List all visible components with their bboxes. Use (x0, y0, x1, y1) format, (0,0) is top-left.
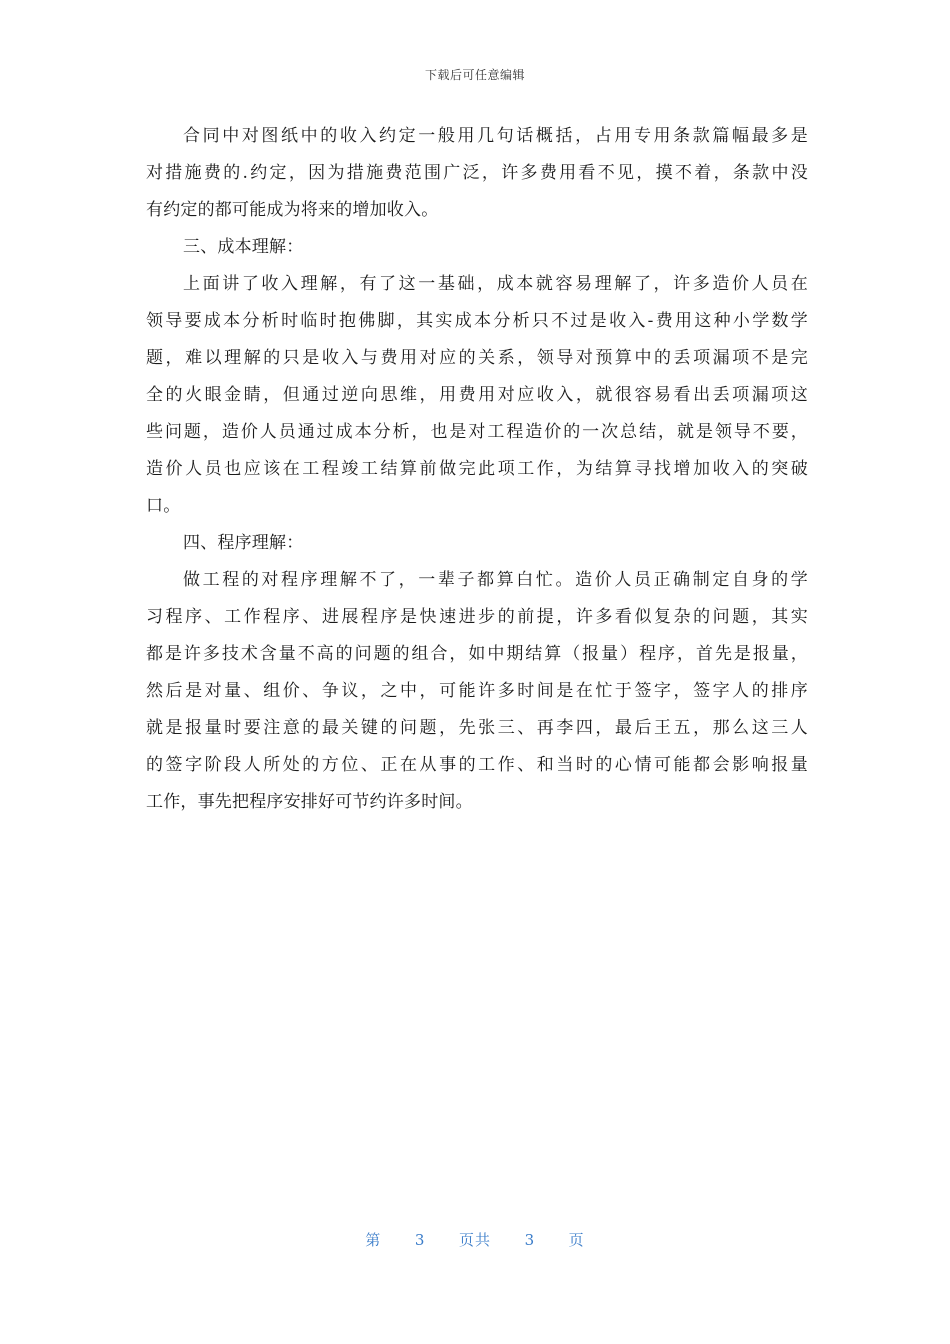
text-line: 题，难以理解的只是收入与费用对应的关系，领导对预算中的丢项漏项不是完 (146, 348, 808, 368)
text-line: 的签字阶段人所处的方位、正在从事的工作、和当时的心情可能都会影响报量 (146, 755, 808, 775)
text-line: 口。 (146, 496, 181, 516)
text-line: 领导要成本分析时临时抱佛脚，其实成本分析只不过是收入-费用这种小学数学 (146, 311, 808, 331)
total-page-number: 3 (524, 1231, 536, 1249)
document-body (146, 118, 808, 821)
page-footer (0, 1229, 950, 1250)
text-line: 有约定的都可能成为将来的增加收入。 (146, 200, 439, 220)
text-line: 合同中对图纸中的收入约定一般用几句话概括，占用专用条款篇幅最多是 (183, 126, 808, 146)
page-suffix: 页 (568, 1231, 585, 1249)
text-line: 都是许多技术含量不高的问题的组合，如中期结算（报量）程序，首先是报量， (146, 644, 808, 664)
text-line: 造价人员也应该在工程竣工结算前做完此项工作，为结算寻找增加收入的突破 (146, 459, 808, 479)
of-label: 页共 (458, 1231, 491, 1249)
text-line: 就是报量时要注意的最关键的问题，先张三、再李四，最后王五，那么这三人 (146, 718, 808, 738)
page-header: 下载后可任意编辑 (424, 68, 525, 82)
text-line: 对措施费的.约定，因为措施费范围广泛，许多费用看不见，摸不着，条款中没 (146, 163, 808, 183)
text-line: 工作，事先把程序安排好可节约许多时间。 (146, 792, 473, 812)
text-line: 习程序、工作程序、进展程序是快速进步的前提，许多看似复杂的问题，其实 (146, 607, 808, 627)
current-page-number: 3 (414, 1231, 426, 1249)
text-line: 上面讲了收入理解，有了这一基础，成本就容易理解了，许多造价人员在 (183, 274, 808, 294)
section-heading: 三、成本理解： (183, 237, 304, 257)
text-line: 然后是对量、组价、争议，之中，可能许多时间是在忙于签字，签字人的排序 (146, 681, 808, 701)
text-line: 些问题，造价人员通过成本分析，也是对工程造价的一次总结，就是领导不要， (146, 422, 808, 442)
text-line: 做工程的对程序理解不了，一辈子都算白忙。造价人员正确制定自身的学 (183, 570, 808, 590)
page-label: 第 (365, 1231, 382, 1249)
section-heading: 四、程序理解： (183, 533, 304, 553)
text-line: 全的火眼金睛，但通过逆向思维，用费用对应收入，就很容易看出丢项漏项这 (146, 385, 808, 405)
